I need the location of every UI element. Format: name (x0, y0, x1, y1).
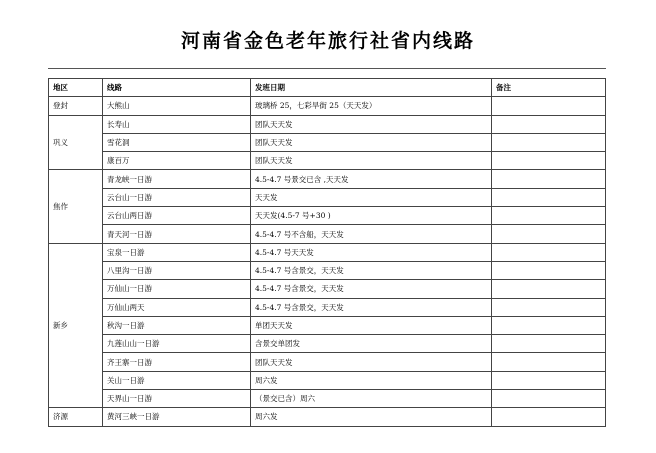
note-cell (492, 298, 606, 316)
table-row (49, 133, 606, 151)
note-cell (492, 207, 606, 225)
table-row (49, 152, 606, 170)
note-cell (492, 188, 606, 206)
note-cell (492, 133, 606, 151)
route-cell: 万仙山一日游 (103, 280, 251, 298)
route-cell: 雪花洞 (103, 133, 251, 151)
schedule-cell: 团队天天发 (251, 353, 492, 371)
schedule-cell: 团队天天发 (251, 152, 492, 170)
schedule-cell: 周六发 (251, 371, 492, 389)
table-header-row (49, 79, 606, 97)
table-row (49, 316, 606, 334)
route-cell: 万仙山两天 (103, 298, 251, 316)
schedule-cell: 单团天天发 (251, 316, 492, 334)
region-cell: 济源 (49, 408, 103, 426)
table-row (49, 280, 606, 298)
note-cell (492, 353, 606, 371)
schedule-cell: 4.5-4.7 号景交已含 ,天天发 (251, 170, 492, 188)
note-cell (492, 408, 606, 426)
route-cell: 八里沟一日游 (103, 261, 251, 279)
schedule-cell: 含景交单团发 (251, 335, 492, 353)
note-cell (492, 152, 606, 170)
note-cell (492, 316, 606, 334)
route-cell: 康百万 (103, 152, 251, 170)
schedule-cell: （景交已含）周六 (251, 390, 492, 408)
route-cell: 长寿山 (103, 115, 251, 133)
route-cell: 九莲山山一日游 (103, 335, 251, 353)
table-row (49, 371, 606, 389)
schedule-cell: 天天发(4.5-7 号+30 ) (251, 207, 492, 225)
note-cell (492, 280, 606, 298)
route-cell: 齐王寨一日游 (103, 353, 251, 371)
route-cell: 宝泉一日游 (103, 243, 251, 261)
table-row (49, 97, 606, 115)
table-row (49, 298, 606, 316)
note-cell (492, 371, 606, 389)
schedule-cell: 团队天天发 (251, 133, 492, 151)
note-cell (492, 390, 606, 408)
route-table (48, 78, 606, 427)
route-cell: 大熊山 (103, 97, 251, 115)
schedule-cell: 4.5-4.7 号含景交，天天发 (251, 280, 492, 298)
table-row (49, 335, 606, 353)
table-row (49, 115, 606, 133)
title-divider (48, 68, 606, 69)
header-schedule: 发班日期 (251, 79, 492, 97)
table-row (49, 261, 606, 279)
table-row (49, 170, 606, 188)
header-route: 线路 (103, 79, 251, 97)
route-cell: 青天河一日游 (103, 225, 251, 243)
note-cell (492, 335, 606, 353)
note-cell (492, 170, 606, 188)
route-cell: 青龙峡一日游 (103, 170, 251, 188)
route-cell: 黄河三峡一日游 (103, 408, 251, 426)
table-row (49, 408, 606, 426)
note-cell (492, 97, 606, 115)
note-cell (492, 261, 606, 279)
table-row (49, 353, 606, 371)
table-row (49, 207, 606, 225)
table-row (49, 225, 606, 243)
schedule-cell: 4.5-4.7 号不含船，天天发 (251, 225, 492, 243)
header-region: 地区 (49, 79, 103, 97)
route-cell: 秋沟一日游 (103, 316, 251, 334)
table-row (49, 390, 606, 408)
route-cell: 关山一日游 (103, 371, 251, 389)
schedule-cell: 团队天天发 (251, 115, 492, 133)
table-row (49, 188, 606, 206)
region-cell: 新乡 (49, 243, 103, 408)
schedule-cell: 4.5-4.7 号含景交，天天发 (251, 298, 492, 316)
schedule-cell: 天天发 (251, 188, 492, 206)
header-note: 备注 (492, 79, 606, 97)
page-title: 河南省金色老年旅行社省内线路 (180, 30, 475, 52)
schedule-cell: 玻璃桥 25，七彩旱街 25（天天发） (251, 97, 492, 115)
region-cell: 登封 (49, 97, 103, 115)
route-cell: 云台山一日游 (103, 188, 251, 206)
table-row (49, 243, 606, 261)
route-cell: 云台山两日游 (103, 207, 251, 225)
schedule-cell: 4.5-4.7 号含景交，天天发 (251, 261, 492, 279)
table-body (49, 97, 606, 426)
region-cell: 焦作 (49, 170, 103, 243)
region-cell: 巩义 (49, 115, 103, 170)
schedule-cell: 周六发 (251, 408, 492, 426)
route-cell: 天界山一日游 (103, 390, 251, 408)
note-cell (492, 225, 606, 243)
note-cell (492, 115, 606, 133)
schedule-cell: 4.5-4.7 号天天发 (251, 243, 492, 261)
note-cell (492, 243, 606, 261)
